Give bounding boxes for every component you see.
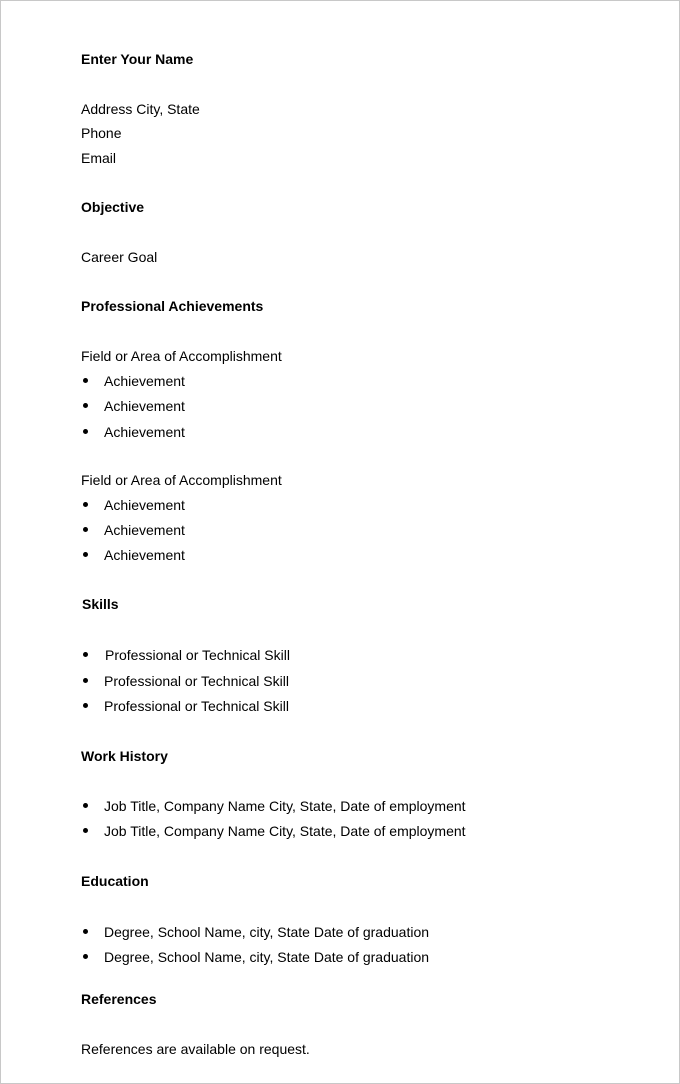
bullet-icon xyxy=(83,378,88,383)
work-history-item: Job Title, Company Name City, State, Date of employment xyxy=(104,823,466,839)
phone-line: Phone xyxy=(81,125,122,141)
achievement-item: Achievement xyxy=(104,424,185,440)
achievement-item: Achievement xyxy=(104,373,185,389)
bullet-icon xyxy=(83,929,88,934)
achievement-item: Achievement xyxy=(104,547,185,563)
bullet-icon xyxy=(83,403,88,408)
bullet-icon xyxy=(83,703,88,708)
references-heading: References xyxy=(81,991,157,1007)
objective-heading: Objective xyxy=(81,199,145,215)
achievement-field: Field or Area of Accomplishment xyxy=(81,472,282,488)
achievements-heading: Professional Achievements xyxy=(81,298,264,314)
objective-text: Career Goal xyxy=(81,249,158,265)
address-line: Address City, State xyxy=(81,101,200,117)
bullet-icon xyxy=(83,429,88,434)
achievement-item: Achievement xyxy=(104,522,185,538)
email-line: Email xyxy=(81,150,117,166)
bullet-icon xyxy=(83,652,88,657)
bullet-icon xyxy=(83,502,88,507)
work-history-heading: Work History xyxy=(81,748,168,764)
skills-heading: Skills xyxy=(82,596,119,612)
achievement-item: Achievement xyxy=(104,497,185,513)
bullet-icon xyxy=(83,828,88,833)
achievement-item: Achievement xyxy=(104,398,185,414)
bullet-icon xyxy=(83,552,88,557)
bullet-icon xyxy=(83,803,88,808)
work-history-item: Job Title, Company Name City, State, Date of employment xyxy=(104,798,466,814)
achievement-field: Field or Area of Accomplishment xyxy=(81,348,282,364)
education-item: Degree, School Name, city, State Date of graduation xyxy=(104,949,430,965)
education-heading: Education xyxy=(81,873,149,889)
references-text: References are available on request. xyxy=(81,1041,310,1057)
skill-item: Professional or Technical Skill xyxy=(105,647,290,663)
skill-item: Professional or Technical Skill xyxy=(104,673,289,689)
skill-item: Professional or Technical Skill xyxy=(104,698,289,714)
bullet-icon xyxy=(83,954,88,959)
education-item: Degree, School Name, city, State Date of graduation xyxy=(104,924,430,940)
bullet-icon xyxy=(83,678,88,683)
bullet-icon xyxy=(83,527,88,532)
name-heading: Enter Your Name xyxy=(81,51,194,67)
